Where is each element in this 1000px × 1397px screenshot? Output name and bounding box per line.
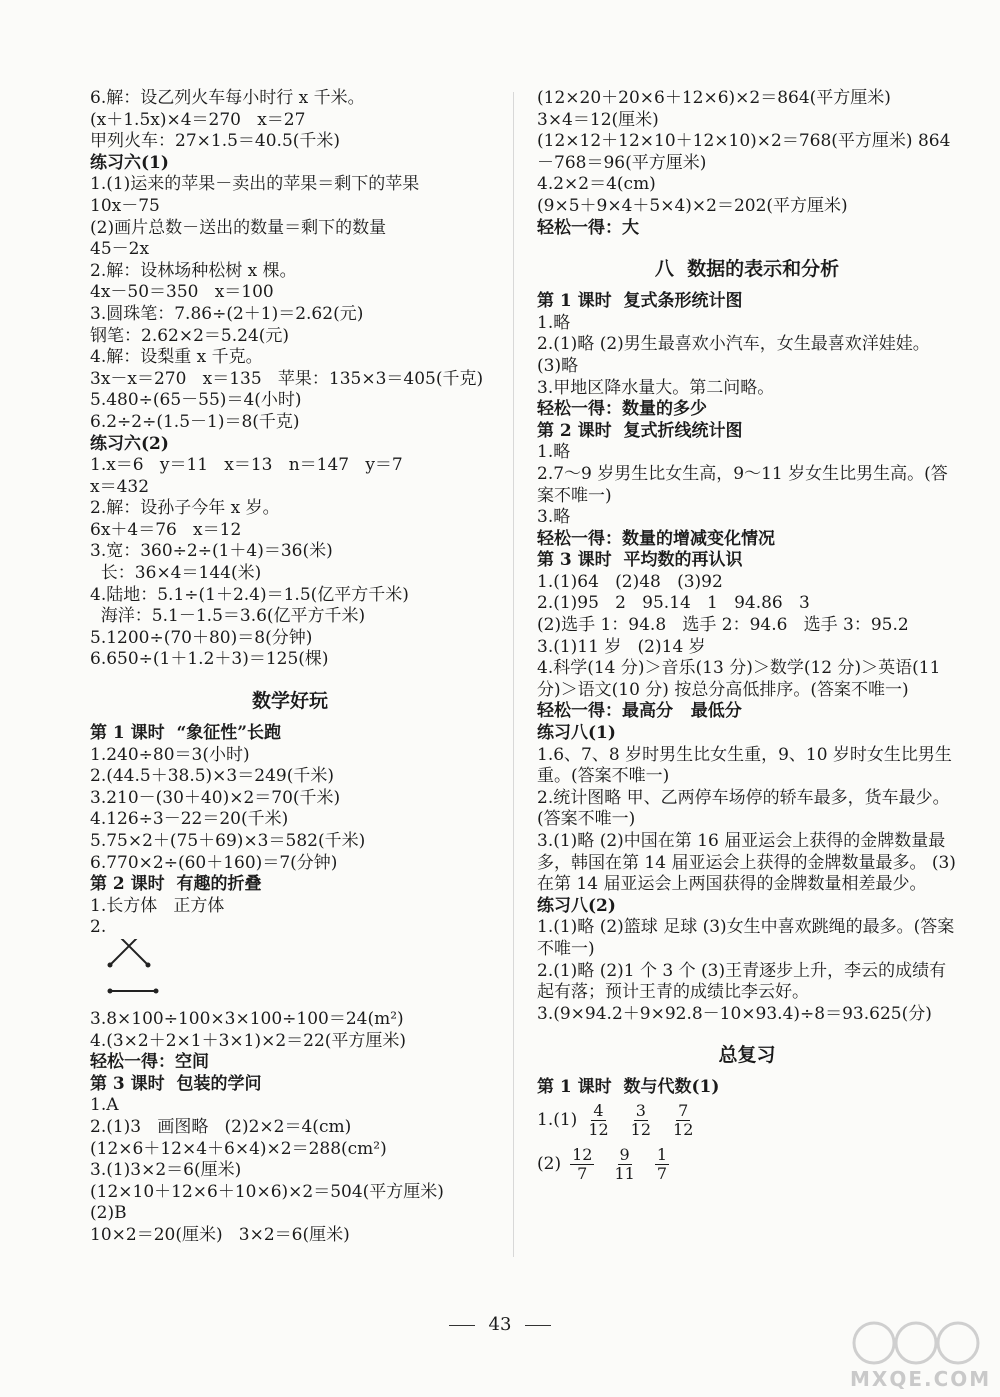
answer-line: 1.240÷80＝3(小时)	[90, 744, 250, 765]
answer-line: (2)选手 1：94.8 选手 2：94.6 选手 3：95.2	[537, 615, 909, 636]
fraction-numerator: 3	[635, 1101, 646, 1121]
fraction-denominator: 7	[656, 1164, 667, 1184]
page-number-dash-left	[449, 1325, 475, 1326]
answer-line: 2.	[90, 917, 107, 938]
answer-line: 3.略	[537, 507, 571, 528]
answer-line: 4x－50＝350 x＝100	[90, 282, 274, 303]
subsection-heading: 练习六(2)	[90, 433, 169, 454]
answer-line: 6.650÷(1＋1.2＋3)＝125(棵)	[90, 649, 329, 670]
subsection-heading: 轻松一得：数量的增减变化情况	[537, 528, 775, 549]
answer-line: 6.2÷2÷(1.5－1)＝8(千克)	[90, 411, 300, 432]
answer-line: 1.(1)64 (2)48 (3)92	[537, 571, 723, 592]
answer-line: 4.陆地：5.1÷(1＋2.4)＝1.5(亿平方千米)	[90, 584, 409, 605]
page-number-dash-right	[525, 1325, 551, 1326]
answer-line: 2.7～9 岁男生比女生高，9～11 岁女生比男生高。(答案不唯一)	[537, 463, 948, 506]
column-divider	[513, 92, 514, 1257]
subsection-heading: 第 1 课时 “象征性”长跑	[90, 723, 282, 744]
subsection-heading: 轻松一得：大	[537, 217, 639, 238]
answer-line: 3.(9×94.2＋9×92.8－10×93.4)÷8＝93.625(分)	[537, 1003, 932, 1024]
subsection-heading: 第 3 课时 包装的学问	[90, 1073, 262, 1094]
answer-line: 1.长方体 正方体	[90, 895, 225, 916]
fraction-numerator: 4	[593, 1101, 604, 1121]
subsection-heading: 第 1 课时 数与代数(1)	[537, 1077, 720, 1098]
fraction	[671, 1102, 695, 1139]
subsection-heading: 第 1 课时 复式条形统计图	[537, 291, 743, 312]
answer-line: 3.(1)3×2＝6(厘米)	[90, 1160, 242, 1181]
right-column	[537, 88, 957, 1187]
fraction-denominator: 11	[614, 1164, 635, 1184]
answer-line: (12×6＋12×4＋6×4)×2＝288(cm²)	[90, 1138, 387, 1159]
section-title: 八 数据的表示和分析	[654, 258, 840, 281]
folding-diagram-icon	[90, 939, 170, 1009]
answer-line: 2.解：设孙子今年 x 岁。	[90, 498, 280, 519]
answer-line: 2.(1)略 (2)1 个 3 个 (3)王青逐步上升，李云的成绩有起有落；预计王青的成绩比李云好。	[537, 960, 947, 1003]
answer-line: 海洋：5.1－1.5＝3.6(亿平方千米)	[90, 606, 366, 627]
answer-line: 钢笔：2.62×2＝5.24(元)	[90, 325, 290, 346]
subsection-heading: 练习八(2)	[537, 895, 616, 916]
answer-line: 1.A	[90, 1095, 119, 1116]
answer-line: 1.(1)运来的苹果－卖出的苹果＝剩下的苹果	[90, 174, 420, 195]
answer-line: 3x－x＝270 x＝135 苹果：135×3＝405(千克)	[90, 368, 484, 389]
answer-line: 5.480÷(65－55)＝4(小时)	[90, 390, 302, 411]
answer-line: 2.统计图略 甲、乙两停车场停的轿车最多，货车最少。(答案不唯一)	[537, 787, 950, 830]
fraction-numerator: 12	[572, 1145, 593, 1165]
answer-line: 4.(3×2＋2×1＋3×1)×2＝22(平方厘米)	[90, 1030, 407, 1051]
answer-line: 2.(44.5＋38.5)×3＝249(千米)	[90, 766, 334, 787]
answer-line: 2.(1)略 (2)男生最喜欢小汽车，女生最喜欢洋娃娃。 (3)略	[537, 334, 930, 376]
answer-line: 1.略	[537, 442, 571, 463]
answer-line: 3.圆珠笔：7.86÷(2＋1)＝2.62(元)	[90, 303, 364, 324]
answer-line: 10x－75	[90, 195, 160, 216]
subsection-heading: 轻松一得：空间	[90, 1052, 209, 1073]
subsection-heading: 练习八(1)	[537, 723, 616, 744]
answer-line: (12×12＋12×10＋12×10)×2＝768(平方厘米) 864－768＝96(平方厘米)	[537, 131, 951, 173]
answer-line: (12×10＋12×6＋10×6)×2＝504(平方厘米)	[90, 1181, 444, 1202]
folding-figure	[90, 939, 490, 1009]
answer-line: 2.解：设林场种松树 x 棵。	[90, 260, 297, 281]
fraction-prefix: (2)	[537, 1154, 562, 1175]
answer-line: 1.(1)略 (2)篮球 足球 (3)女生中喜欢跳绳的最多。(答案不唯一)	[537, 917, 955, 959]
fraction-denominator: 7	[577, 1164, 588, 1184]
answer-line: 4.126÷3－22＝20(千米)	[90, 809, 289, 830]
answer-line: 1.略	[537, 312, 571, 333]
answer-line: 1.x＝6 y＝11 x＝13 n＝147 y＝7	[90, 455, 403, 476]
answer-line: (2)B	[90, 1203, 127, 1224]
answer-line: 2.(1)95 2 95.14 1 94.86 3	[537, 593, 810, 614]
answer-line: (9×5＋9×4＋5×4)×2＝202(平方厘米)	[537, 195, 848, 216]
answer-line: 3.(1)11 岁 (2)14 岁	[537, 636, 706, 657]
answer-line: 长：36×4＝144(米)	[90, 563, 262, 584]
fraction	[629, 1102, 653, 1139]
answer-line: x＝432	[90, 476, 150, 497]
subsection-heading: 第 2 课时 复式折线统计图	[537, 420, 743, 441]
fraction	[570, 1146, 594, 1183]
answer-line: 5.1200÷(70＋80)＝8(分钟)	[90, 627, 313, 648]
answer-line: 3×4＝12(厘米)	[537, 109, 659, 130]
answer-line: 3.8×100÷100×3×100÷100＝24(m²)	[90, 1008, 404, 1029]
answer-line: 3.宽：360÷2÷(1＋4)＝36(米)	[90, 541, 333, 562]
answer-line: 45－2x	[90, 239, 150, 260]
subsection-heading: 第 2 课时 有趣的折叠	[90, 874, 262, 895]
answer-line: 3.210－(30＋40)×2＝70(千米)	[90, 787, 341, 808]
answer-line: 4.2×2＝4(cm)	[537, 174, 656, 195]
left-column	[90, 88, 490, 1247]
section-title: 数学好玩	[251, 690, 328, 713]
answer-line: 甲列火车：27×1.5＝40.5(千米)	[90, 131, 341, 152]
subsection-heading: 第 3 课时 平均数的再认识	[537, 550, 743, 571]
answer-line: 6x＋4＝76 x＝12	[90, 519, 242, 540]
fraction	[612, 1146, 636, 1183]
subsection-heading: 轻松一得：最高分 最低分	[537, 701, 742, 722]
fraction-answer-row	[537, 1143, 957, 1187]
watermark-logo-icon	[850, 1319, 990, 1369]
fraction-numerator: 1	[656, 1145, 667, 1165]
answer-line: 6.770×2÷(60＋160)＝7(分钟)	[90, 852, 338, 873]
page-number-text: 43	[488, 1314, 512, 1335]
fraction-denominator: 12	[588, 1120, 609, 1140]
fraction-denominator: 12	[630, 1120, 652, 1140]
fraction-numerator: 9	[619, 1145, 630, 1165]
subsection-heading: 练习六(1)	[90, 152, 169, 173]
fraction-answer-row	[537, 1099, 957, 1143]
answer-line: (12×20＋20×6＋12×6)×2＝864(平方厘米)	[537, 88, 891, 108]
fraction-numerator: 7	[678, 1101, 689, 1121]
watermark-text: MXQE.COM	[850, 1367, 992, 1391]
answer-line: 2.(1)3 画图略 (2)2×2＝4(cm)	[90, 1116, 352, 1137]
watermark	[850, 1319, 990, 1391]
answer-line: 4.科学(14 分)＞音乐(13 分)＞数学(12 分)＞英语(11 分)＞语文(10 分) 按总分高低排序。(答案不唯一)	[537, 658, 941, 700]
answer-line: 10×2＝20(厘米) 3×2＝6(厘米)	[90, 1224, 350, 1245]
subsection-heading: 轻松一得：数量的多少	[537, 399, 707, 420]
answer-line: 4.解：设梨重 x 千克。	[90, 347, 263, 368]
fraction	[586, 1102, 610, 1139]
fraction-denominator: 12	[673, 1120, 694, 1140]
answer-line: (2)画片总数－送出的数量＝剩下的数量	[90, 217, 387, 238]
section-title: 总复习	[718, 1044, 776, 1067]
answer-line: (x＋1.5x)×4＝270 x＝27	[90, 109, 306, 130]
answer-line: 3.甲地区降水量大。第二问略。	[537, 377, 775, 398]
answer-line: 6.解：设乙列火车每小时行 x 千米。	[90, 88, 365, 108]
fraction-prefix: 1.(1)	[537, 1110, 578, 1131]
answer-line: 5.75×2＋(75＋69)×3＝582(千米)	[90, 831, 366, 851]
answer-line: 1.6、7、8 岁时男生比女生重，9、10 岁时女生比男生重。(答案不唯一)	[537, 744, 952, 787]
answer-line: 3.(1)略 (2)中国在第 16 届亚运会上获得的金牌数量最多，韩国在第 14 届亚运会上获得的金牌数量最多。 (3)在第 14 届亚运会上两国获得的金牌数量相差最少。	[537, 831, 956, 895]
fraction	[655, 1146, 669, 1183]
